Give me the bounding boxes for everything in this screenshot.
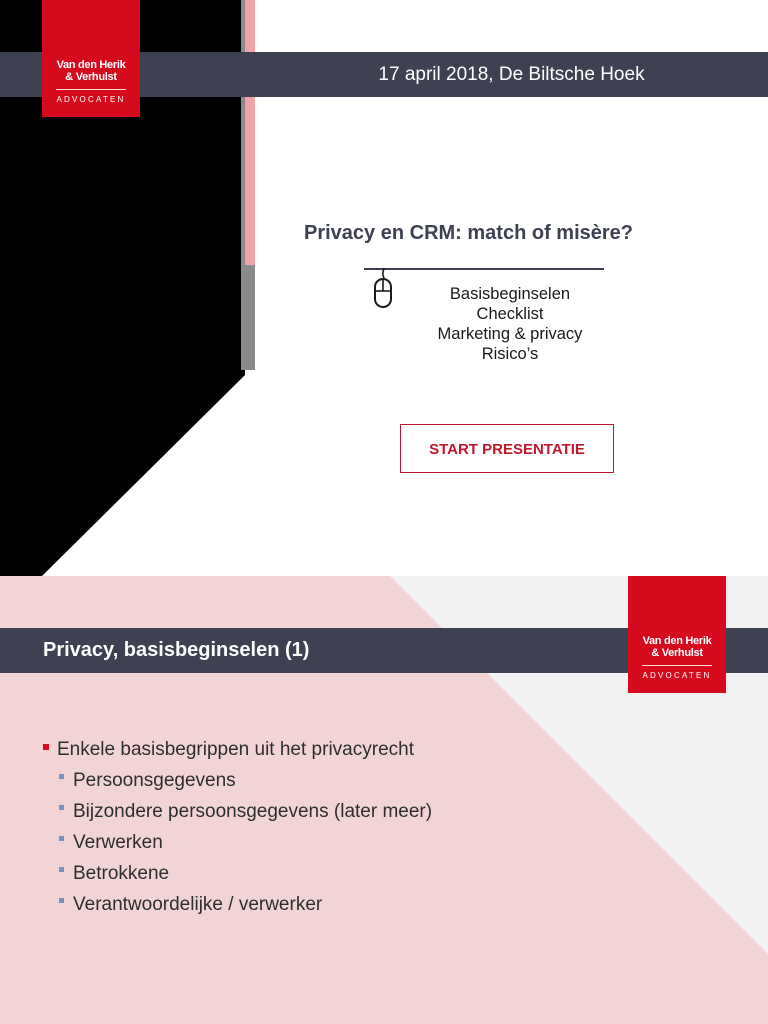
agenda-menu: [410, 284, 610, 364]
pink-stripe: [245, 0, 255, 265]
logo-line-1: Van den Herik: [56, 59, 126, 71]
logo-divider: [56, 89, 126, 90]
logo-line-3: ADVOCATEN: [642, 671, 712, 680]
bullet-text: Enkele basisbegrippen uit het privacyrecht: [57, 739, 414, 760]
list-item: [43, 796, 432, 827]
bullet-square-icon: [59, 774, 64, 779]
bullet-square-icon: [59, 898, 64, 903]
logo-line-2: & Verhulst: [65, 71, 117, 83]
company-logo: [42, 0, 140, 117]
bullet-square-icon: [59, 805, 64, 810]
start-presentation-button[interactable]: START PRESENTATIE: [400, 424, 614, 473]
presentation-title: Privacy en CRM: match of misère?: [304, 222, 633, 244]
content-slide: [0, 576, 768, 1024]
list-item: [43, 889, 432, 920]
bullet-square-icon: [59, 836, 64, 841]
sub-bullet-text: Bijzondere persoonsgegevens (later meer): [73, 801, 433, 822]
date-location: 17 april 2018, De Biltsche Hoek: [378, 64, 645, 85]
sub-bullet-text: Betrokkene: [73, 863, 170, 884]
list-item: [43, 765, 432, 796]
agenda-item-marketing[interactable]: Marketing & privacy: [437, 325, 583, 343]
company-logo: [628, 576, 726, 693]
list-item: [43, 827, 432, 858]
slide-title: Privacy, basisbeginselen (1): [43, 639, 310, 661]
title-underline: [364, 268, 604, 270]
mouse-icon: [372, 266, 396, 312]
list-item: [43, 734, 432, 765]
logo-line-3: ADVOCATEN: [56, 95, 126, 104]
bullet-list: [43, 734, 432, 920]
agenda-item-risicos[interactable]: Risico’s: [481, 345, 539, 363]
logo-line-2: & Verhulst: [651, 647, 703, 659]
sub-bullet-text: Verantwoordelijke / verwerker: [73, 894, 323, 915]
list-item: [43, 858, 432, 889]
bullet-square-icon: [59, 867, 64, 872]
logo-line-1: Van den Herik: [642, 635, 712, 647]
agenda-item-basisbeginselen[interactable]: Basisbeginselen: [449, 285, 571, 303]
logo-divider: [642, 665, 712, 666]
agenda-item-checklist[interactable]: Checklist: [476, 305, 544, 323]
sub-bullet-text: Persoonsgegevens: [73, 770, 236, 791]
sub-bullet-text: Verwerken: [73, 832, 163, 853]
bullet-square-icon: [43, 744, 49, 750]
